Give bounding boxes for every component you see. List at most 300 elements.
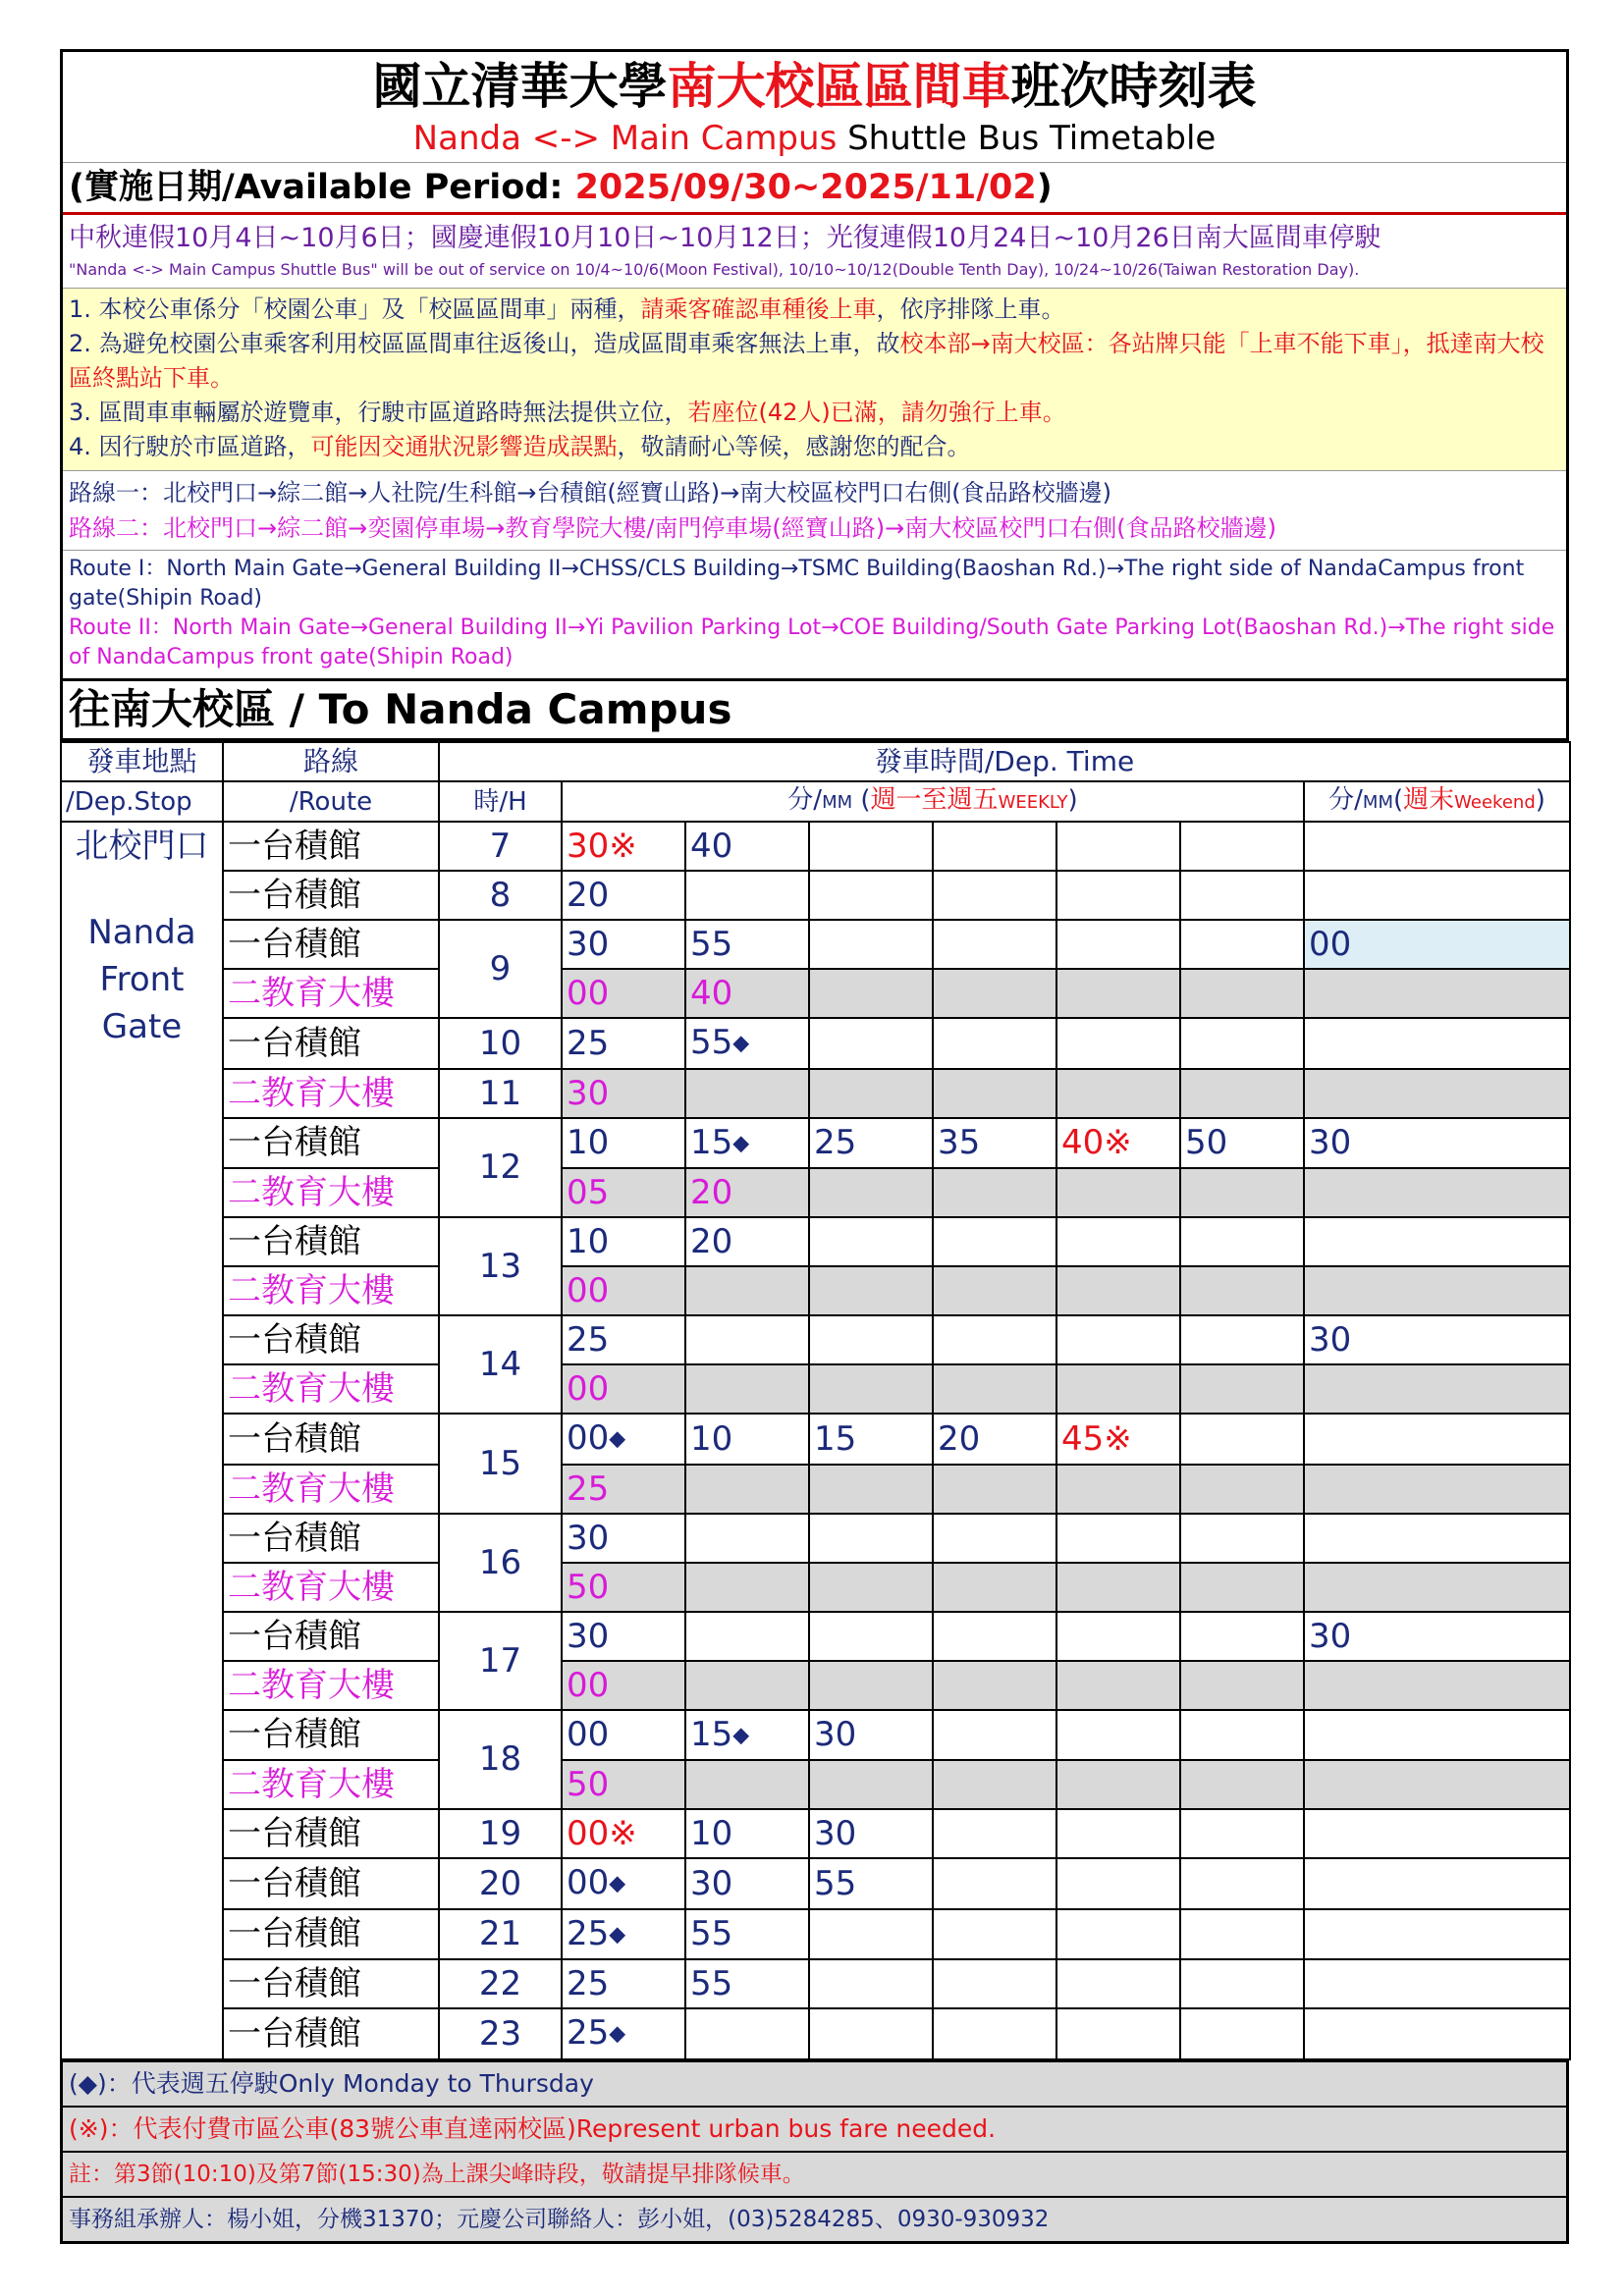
route-cell: 二教育大樓 <box>223 1069 439 1118</box>
hour-cell: 9 <box>439 920 562 1018</box>
weekend-cell <box>1304 1414 1570 1465</box>
minute-cell <box>1056 1909 1180 1960</box>
minute-cell: 25◆ <box>562 2008 685 2059</box>
weekend-cell <box>1304 2008 1570 2059</box>
minute-cell <box>1180 1909 1304 1960</box>
hour-cell: 13 <box>439 1217 562 1315</box>
hour-cell: 22 <box>439 1959 562 2008</box>
minute-cell <box>685 1661 809 1710</box>
minute-cell <box>1056 1315 1180 1364</box>
hour-cell: 14 <box>439 1315 562 1414</box>
route-cell: 二教育大樓 <box>223 1465 439 1514</box>
header <box>63 52 1566 163</box>
weekend-red: 週末 <box>1403 785 1455 815</box>
table-row <box>61 1217 1570 1266</box>
minute-cell <box>685 1069 809 1118</box>
route-cell: 一台積館 <box>223 1612 439 1661</box>
stop-stop_en1: Nanda <box>87 913 196 952</box>
hour-cell: 20 <box>439 1858 562 1909</box>
stop-stop_en2: Front <box>99 960 185 999</box>
note-after: ，敬請耐心等候，感謝您的配合。 <box>617 433 971 460</box>
weekend-mm: MM <box>1362 792 1393 813</box>
stop-cell <box>61 822 223 2059</box>
minute-cell <box>933 1612 1056 1661</box>
page-title <box>63 52 1566 117</box>
minute-cell <box>1180 1315 1304 1364</box>
minute-cell <box>685 1266 809 1315</box>
minute-cell: 00 <box>562 1661 685 1710</box>
note-4 <box>69 430 1560 464</box>
route-cell: 一台積館 <box>223 1315 439 1364</box>
weekend-cell: 30 <box>1304 1118 1570 1169</box>
minute-cell <box>809 1465 933 1514</box>
minute-cell: 10 <box>685 1414 809 1465</box>
weekend-cell <box>1304 1563 1570 1612</box>
minute-cell <box>1056 1168 1180 1217</box>
minute-cell: 20 <box>685 1168 809 1217</box>
minute-cell: 00◆ <box>562 1414 685 1465</box>
minute-cell <box>685 871 809 920</box>
route-cell: 一台積館 <box>223 1018 439 1069</box>
hour-cell: 7 <box>439 822 562 871</box>
table-row <box>61 1266 1570 1315</box>
minute-cell <box>1056 1612 1180 1661</box>
minute-cell <box>933 1959 1056 2008</box>
minute-cell <box>685 2008 809 2059</box>
minute-cell <box>1180 1858 1304 1909</box>
minute-cell: 25 <box>562 1959 685 2008</box>
minute-cell <box>1056 1514 1180 1563</box>
table-row <box>61 1514 1570 1563</box>
minute-cell <box>933 1563 1056 1612</box>
weekend-cell: 30 <box>1304 1315 1570 1364</box>
route-cell: 一台積館 <box>223 1710 439 1761</box>
hour-cell: 12 <box>439 1118 562 1218</box>
minute-cell <box>1180 2008 1304 2059</box>
weekend-cell <box>1304 1760 1570 1809</box>
weekend-cell <box>1304 1959 1570 2008</box>
minute-cell <box>809 1612 933 1661</box>
minute-cell <box>685 1364 809 1414</box>
header-weekend <box>1304 781 1570 822</box>
route2-zh: 路線二：北校門口→綜二館→奕園停車場→教育學院大樓/南門停車場(經寶山路)→南大校區校門口右側(食品路校牆邊) <box>69 514 1276 542</box>
minute-cell <box>1056 1266 1180 1315</box>
table-row <box>61 1414 1570 1465</box>
minute-cell <box>933 1168 1056 1217</box>
minute-cell: 10 <box>562 1217 685 1266</box>
minute-cell <box>933 1858 1056 1909</box>
note-text: 1. 本校公車係分「校園公車」及「校區區間車」兩種， <box>69 295 641 323</box>
minute-cell <box>1180 1514 1304 1563</box>
minute-cell: 40 <box>685 822 809 871</box>
weekend-cell <box>1304 1217 1570 1266</box>
minute-cell <box>933 920 1056 969</box>
weekend-cell <box>1304 969 1570 1018</box>
minute-cell <box>933 871 1056 920</box>
minute-cell: 50 <box>562 1760 685 1809</box>
table-row <box>61 1710 1570 1761</box>
minute-cell: 10 <box>685 1809 809 1858</box>
table-row <box>61 2008 1570 2059</box>
minute-cell: 05 <box>562 1168 685 1217</box>
subtitle-red: Nanda <-> Main Campus <box>412 119 838 158</box>
minute-cell <box>809 822 933 871</box>
hour-cell: 21 <box>439 1909 562 1960</box>
minute-cell <box>1180 1661 1304 1710</box>
hour-cell: 17 <box>439 1612 562 1710</box>
footer-legend-asterisk: (※)：代表付費市區公車(83號公車直達兩校區)Represent urban bus fare needed. <box>63 2106 1566 2151</box>
period-dates: 2025/09/30~2025/11/02 <box>574 168 1037 207</box>
weekend-cell <box>1304 1018 1570 1069</box>
minute-cell <box>1056 1069 1180 1118</box>
minute-cell <box>1180 1710 1304 1761</box>
note-text: 3. 區間車車輛屬於遊覽車，行駛市區道路時無法提供立位， <box>69 399 688 426</box>
minute-cell <box>933 2008 1056 2059</box>
minute-cell <box>1180 1612 1304 1661</box>
minute-cell <box>1056 920 1180 969</box>
weekend-cell: 30 <box>1304 1612 1570 1661</box>
minute-cell: 20 <box>933 1414 1056 1465</box>
minute-cell <box>1180 969 1304 1018</box>
route-cell: 一台積館 <box>223 871 439 920</box>
stop-stop_zh: 北校門口 <box>75 827 209 866</box>
minute-cell <box>933 1364 1056 1414</box>
minute-cell: 30 <box>809 1809 933 1858</box>
minute-cell <box>809 1959 933 2008</box>
minute-cell <box>809 2008 933 2059</box>
minute-cell: 30 <box>685 1858 809 1909</box>
title-part3: 班次時刻表 <box>1010 58 1257 115</box>
minute-cell <box>1180 1266 1304 1315</box>
minute-cell: 25 <box>562 1315 685 1364</box>
route-cell: 二教育大樓 <box>223 1760 439 1809</box>
minute-cell <box>1056 1710 1180 1761</box>
table-row <box>61 1760 1570 1809</box>
header-dep-time: 發車時間/Dep. Time <box>439 742 1570 781</box>
diamond-icon: ◆ <box>732 1723 750 1747</box>
weekend-cell <box>1304 1858 1570 1909</box>
weekend-cell <box>1304 1168 1570 1217</box>
footer-note: 註：第3節(10:10)及第7節(15:30)為上課尖峰時段，敬請提早排隊候車。 <box>63 2151 1566 2196</box>
minute-cell: 55 <box>685 1959 809 2008</box>
weekend-cell <box>1304 1710 1570 1761</box>
route-cell: 二教育大樓 <box>223 1168 439 1217</box>
diamond-icon: ◆ <box>609 1922 626 1947</box>
table-row <box>61 1661 1570 1710</box>
header-frame <box>60 49 1569 741</box>
minute-cell: 20 <box>685 1217 809 1266</box>
hour-cell: 19 <box>439 1809 562 1858</box>
route-cell: 一台積館 <box>223 1118 439 1169</box>
route-cell: 一台積館 <box>223 822 439 871</box>
minute-cell: 35 <box>933 1118 1056 1169</box>
period-label: (實施日期/Available Period: <box>69 168 575 207</box>
minute-cell <box>933 969 1056 1018</box>
minute-cell <box>933 1710 1056 1761</box>
stop-stop_en3: Gate <box>101 1007 183 1046</box>
header-route-zh: 路線 <box>223 742 439 781</box>
route-cell: 二教育大樓 <box>223 969 439 1018</box>
minute-cell: 30 <box>562 1612 685 1661</box>
minute-cell <box>809 969 933 1018</box>
minute-cell <box>1180 1168 1304 1217</box>
minute-cell <box>933 1069 1056 1118</box>
minute-cell: 40※ <box>1056 1118 1180 1169</box>
route-cell: 一台積館 <box>223 920 439 969</box>
diamond-icon: ◆ <box>609 1871 626 1896</box>
table-row <box>61 1364 1570 1414</box>
header-stop-en: /Dep.Stop <box>61 781 223 822</box>
minute-cell: 25 <box>562 1465 685 1514</box>
minute-cell <box>933 1514 1056 1563</box>
minute-cell: 00※ <box>562 1809 685 1858</box>
minute-cell <box>809 871 933 920</box>
table-row <box>61 1118 1570 1169</box>
note-highlight: 若座位(42人)已滿，請勿強行上車。 <box>687 399 1066 426</box>
minute-cell: 00 <box>562 969 685 1018</box>
minute-cell: 50 <box>562 1563 685 1612</box>
minute-cell <box>809 1563 933 1612</box>
minute-cell <box>809 1514 933 1563</box>
minute-cell: 55 <box>809 1858 933 1909</box>
route-cell: 一台積館 <box>223 1217 439 1266</box>
table-row <box>61 1069 1570 1118</box>
page-subtitle <box>63 117 1566 162</box>
weekend-paren: ( <box>1392 785 1404 815</box>
minute-cell: 15◆ <box>685 1118 809 1169</box>
minute-cell <box>1056 1760 1180 1809</box>
minute-cell <box>1056 1959 1180 2008</box>
available-period <box>63 163 1566 215</box>
routes-en <box>63 551 1566 681</box>
minute-cell <box>1056 1364 1180 1414</box>
route-cell: 一台積館 <box>223 2008 439 2059</box>
weekend-post: ) <box>1535 785 1545 815</box>
minute-cell <box>1056 1465 1180 1514</box>
minute-cell <box>1056 1661 1180 1710</box>
hour-cell: 15 <box>439 1414 562 1514</box>
minute-cell <box>1180 1069 1304 1118</box>
minute-cell <box>809 1364 933 1414</box>
minute-cell <box>809 1661 933 1710</box>
minute-cell: 30※ <box>562 822 685 871</box>
note-2 <box>69 327 1560 396</box>
table-row <box>61 871 1570 920</box>
minute-cell: 00◆ <box>562 1858 685 1909</box>
minute-cell <box>1056 2008 1180 2059</box>
minute-cell: 30 <box>562 920 685 969</box>
weekend-pre: 分/ <box>1328 785 1363 815</box>
minute-cell <box>685 1514 809 1563</box>
route-cell: 二教育大樓 <box>223 1364 439 1414</box>
minute-cell <box>809 1909 933 1960</box>
table-row <box>61 1959 1570 2008</box>
footer-contact: 事務組承辦人：楊小姐，分機31370；元慶公司聯絡人：彭小姐，(03)5284285、0930-930932 <box>63 2196 1566 2241</box>
weekend-cell <box>1304 1266 1570 1315</box>
minute-cell <box>1180 1414 1304 1465</box>
weekend-cell <box>1304 1465 1570 1514</box>
minute-cell <box>1180 920 1304 969</box>
minute-cell <box>1180 1809 1304 1858</box>
minute-cell <box>809 1266 933 1315</box>
weekend-cell <box>1304 1364 1570 1414</box>
period-close: ) <box>1036 168 1053 207</box>
weekday-en: WEEKLY <box>998 792 1068 813</box>
minute-cell: 10 <box>562 1118 685 1169</box>
hour-cell: 11 <box>439 1069 562 1118</box>
minute-cell <box>1056 871 1180 920</box>
minute-cell: 00 <box>562 1364 685 1414</box>
route-cell: 二教育大樓 <box>223 1266 439 1315</box>
weekend-cell <box>1304 1661 1570 1710</box>
table-row <box>61 1168 1570 1217</box>
minute-cell: 20 <box>562 871 685 920</box>
weekend-cell: 00 <box>1304 920 1570 969</box>
minute-cell: 55 <box>685 920 809 969</box>
table-row <box>61 1018 1570 1069</box>
table-row <box>61 1465 1570 1514</box>
weekend-cell <box>1304 1069 1570 1118</box>
minute-cell <box>1180 871 1304 920</box>
minute-cell: 25 <box>562 1018 685 1069</box>
minute-cell: 15 <box>809 1414 933 1465</box>
table-row <box>61 1563 1570 1612</box>
minute-cell <box>809 1168 933 1217</box>
minute-cell: 55 <box>685 1909 809 1960</box>
minute-cell <box>685 1563 809 1612</box>
minute-cell <box>809 1018 933 1069</box>
minute-cell <box>685 1465 809 1514</box>
minute-cell <box>933 1909 1056 1960</box>
minute-cell <box>1180 1760 1304 1809</box>
minute-cell <box>1180 1018 1304 1069</box>
minute-cell <box>933 1315 1056 1364</box>
note-text: 2. 為避免校園公車乘客利用校區區間車往返後山，造成區間車乘客無法上車，故 <box>69 330 900 357</box>
minute-cell <box>1056 822 1180 871</box>
header-route-en: /Route <box>223 781 439 822</box>
minute-cell <box>685 1612 809 1661</box>
weekend-cell <box>1304 871 1570 920</box>
route2-en: Route II：North Main Gate→General Building II→Yi Pavilion Parking Lot→COE Building/South Gate Parking Lot(Baoshan Rd.)→The right side of NandaCampus front gate(Shipin Road) <box>69 615 1555 669</box>
minute-cell <box>685 1760 809 1809</box>
minute-cell <box>809 1217 933 1266</box>
minute-cell: 30 <box>562 1514 685 1563</box>
minute-cell: 15◆ <box>685 1710 809 1761</box>
minute-cell <box>933 1217 1056 1266</box>
footer-legend-diamond: (◆)：代表週五停駛Only Monday to Thursday <box>63 2060 1566 2106</box>
minute-cell <box>933 822 1056 871</box>
minute-cell: 00 <box>562 1266 685 1315</box>
routes-zh <box>63 471 1566 551</box>
route-cell: 一台積館 <box>223 1514 439 1563</box>
minute-cell: 30 <box>562 1069 685 1118</box>
minute-cell <box>1180 1465 1304 1514</box>
destination-heading: 往南大校區 / To Nanda Campus <box>63 681 1566 741</box>
note-3 <box>69 396 1560 430</box>
suspension-notice <box>63 215 1566 289</box>
minute-cell <box>1056 969 1180 1018</box>
header-hour: 時/H <box>439 781 562 822</box>
suspension-zh: 中秋連假10月4日~10月6日；國慶連假10月10日~10月12日；光復連假10月24日~10月26日南大區間車停駛 <box>69 223 1381 253</box>
table-row <box>61 920 1570 969</box>
route-cell: 一台積館 <box>223 1858 439 1909</box>
table-row <box>61 1858 1570 1909</box>
minute-cell: 25 <box>809 1118 933 1169</box>
minute-cell <box>933 1266 1056 1315</box>
weekday-pre: 分/ <box>787 785 823 815</box>
hour-cell: 23 <box>439 2008 562 2059</box>
hour-cell: 18 <box>439 1710 562 1810</box>
minute-cell: 30 <box>809 1710 933 1761</box>
diamond-icon: ◆ <box>732 1131 750 1155</box>
weekend-cell <box>1304 1909 1570 1960</box>
minute-cell <box>933 1018 1056 1069</box>
minute-cell <box>1056 1018 1180 1069</box>
note-highlight: 可能因交通狀況影響造成誤點 <box>310 433 618 460</box>
route-cell: 一台積館 <box>223 1809 439 1858</box>
weekend-en: Weekend <box>1454 792 1536 813</box>
weekday-mm: MM <box>822 792 853 813</box>
minute-cell: 00 <box>562 1710 685 1761</box>
note-highlight: 校本部→南大校區：各站牌只能「上車不能下車」，抵達南大校區終點站下車。 <box>69 330 1544 392</box>
note-after: ，依序排隊上車。 <box>876 295 1065 323</box>
route1-zh: 路線一：北校門口→綜二館→人社院/生科館→台積館(經寶山路)→南大校區校門口右側(食品路校牆邊) <box>69 479 1111 507</box>
weekend-cell <box>1304 822 1570 871</box>
header-weekday: 分/MM (週一至週五WEEKLY) <box>562 781 1304 822</box>
minute-cell: 50 <box>1180 1118 1304 1169</box>
diamond-icon: ◆ <box>609 1426 626 1452</box>
weekend-cell <box>1304 1809 1570 1858</box>
hour-cell: 8 <box>439 871 562 920</box>
minute-cell <box>685 1315 809 1364</box>
minute-cell <box>933 1760 1056 1809</box>
table-row <box>61 1315 1570 1364</box>
table-row <box>61 1809 1570 1858</box>
header-stop-zh: 發車地點 <box>61 742 223 781</box>
minute-cell <box>1056 1563 1180 1612</box>
minute-cell <box>1180 1364 1304 1414</box>
table-row <box>61 969 1570 1018</box>
weekend-cell <box>1304 1514 1570 1563</box>
minute-cell <box>1180 822 1304 871</box>
minute-cell <box>1180 1959 1304 2008</box>
hour-cell: 10 <box>439 1018 562 1069</box>
minute-cell <box>933 1661 1056 1710</box>
minute-cell <box>809 1315 933 1364</box>
weekday-post: ) <box>1067 785 1078 815</box>
table-row <box>61 822 1570 871</box>
timetable <box>60 741 1571 2060</box>
route-cell: 二教育大樓 <box>223 1563 439 1612</box>
diamond-icon: ◆ <box>609 2021 626 2047</box>
note-text: 4. 因行駛於市區道路， <box>69 433 311 460</box>
route-cell: 一台積館 <box>223 1959 439 2008</box>
minute-cell <box>809 1760 933 1809</box>
route-cell: 一台積館 <box>223 1414 439 1465</box>
minute-cell <box>809 920 933 969</box>
route-cell: 二教育大樓 <box>223 1661 439 1710</box>
title-part2: 南大校區區間車 <box>667 58 1011 115</box>
minute-cell: 40 <box>685 969 809 1018</box>
route-cell: 一台積館 <box>223 1909 439 1960</box>
table-row <box>61 1909 1570 1960</box>
weekday-red: 週一至週五 <box>870 785 999 815</box>
minute-cell <box>933 1809 1056 1858</box>
notes-box <box>63 289 1566 471</box>
minute-cell <box>1180 1217 1304 1266</box>
diamond-icon: ◆ <box>732 1031 750 1056</box>
minute-cell <box>1056 1217 1180 1266</box>
